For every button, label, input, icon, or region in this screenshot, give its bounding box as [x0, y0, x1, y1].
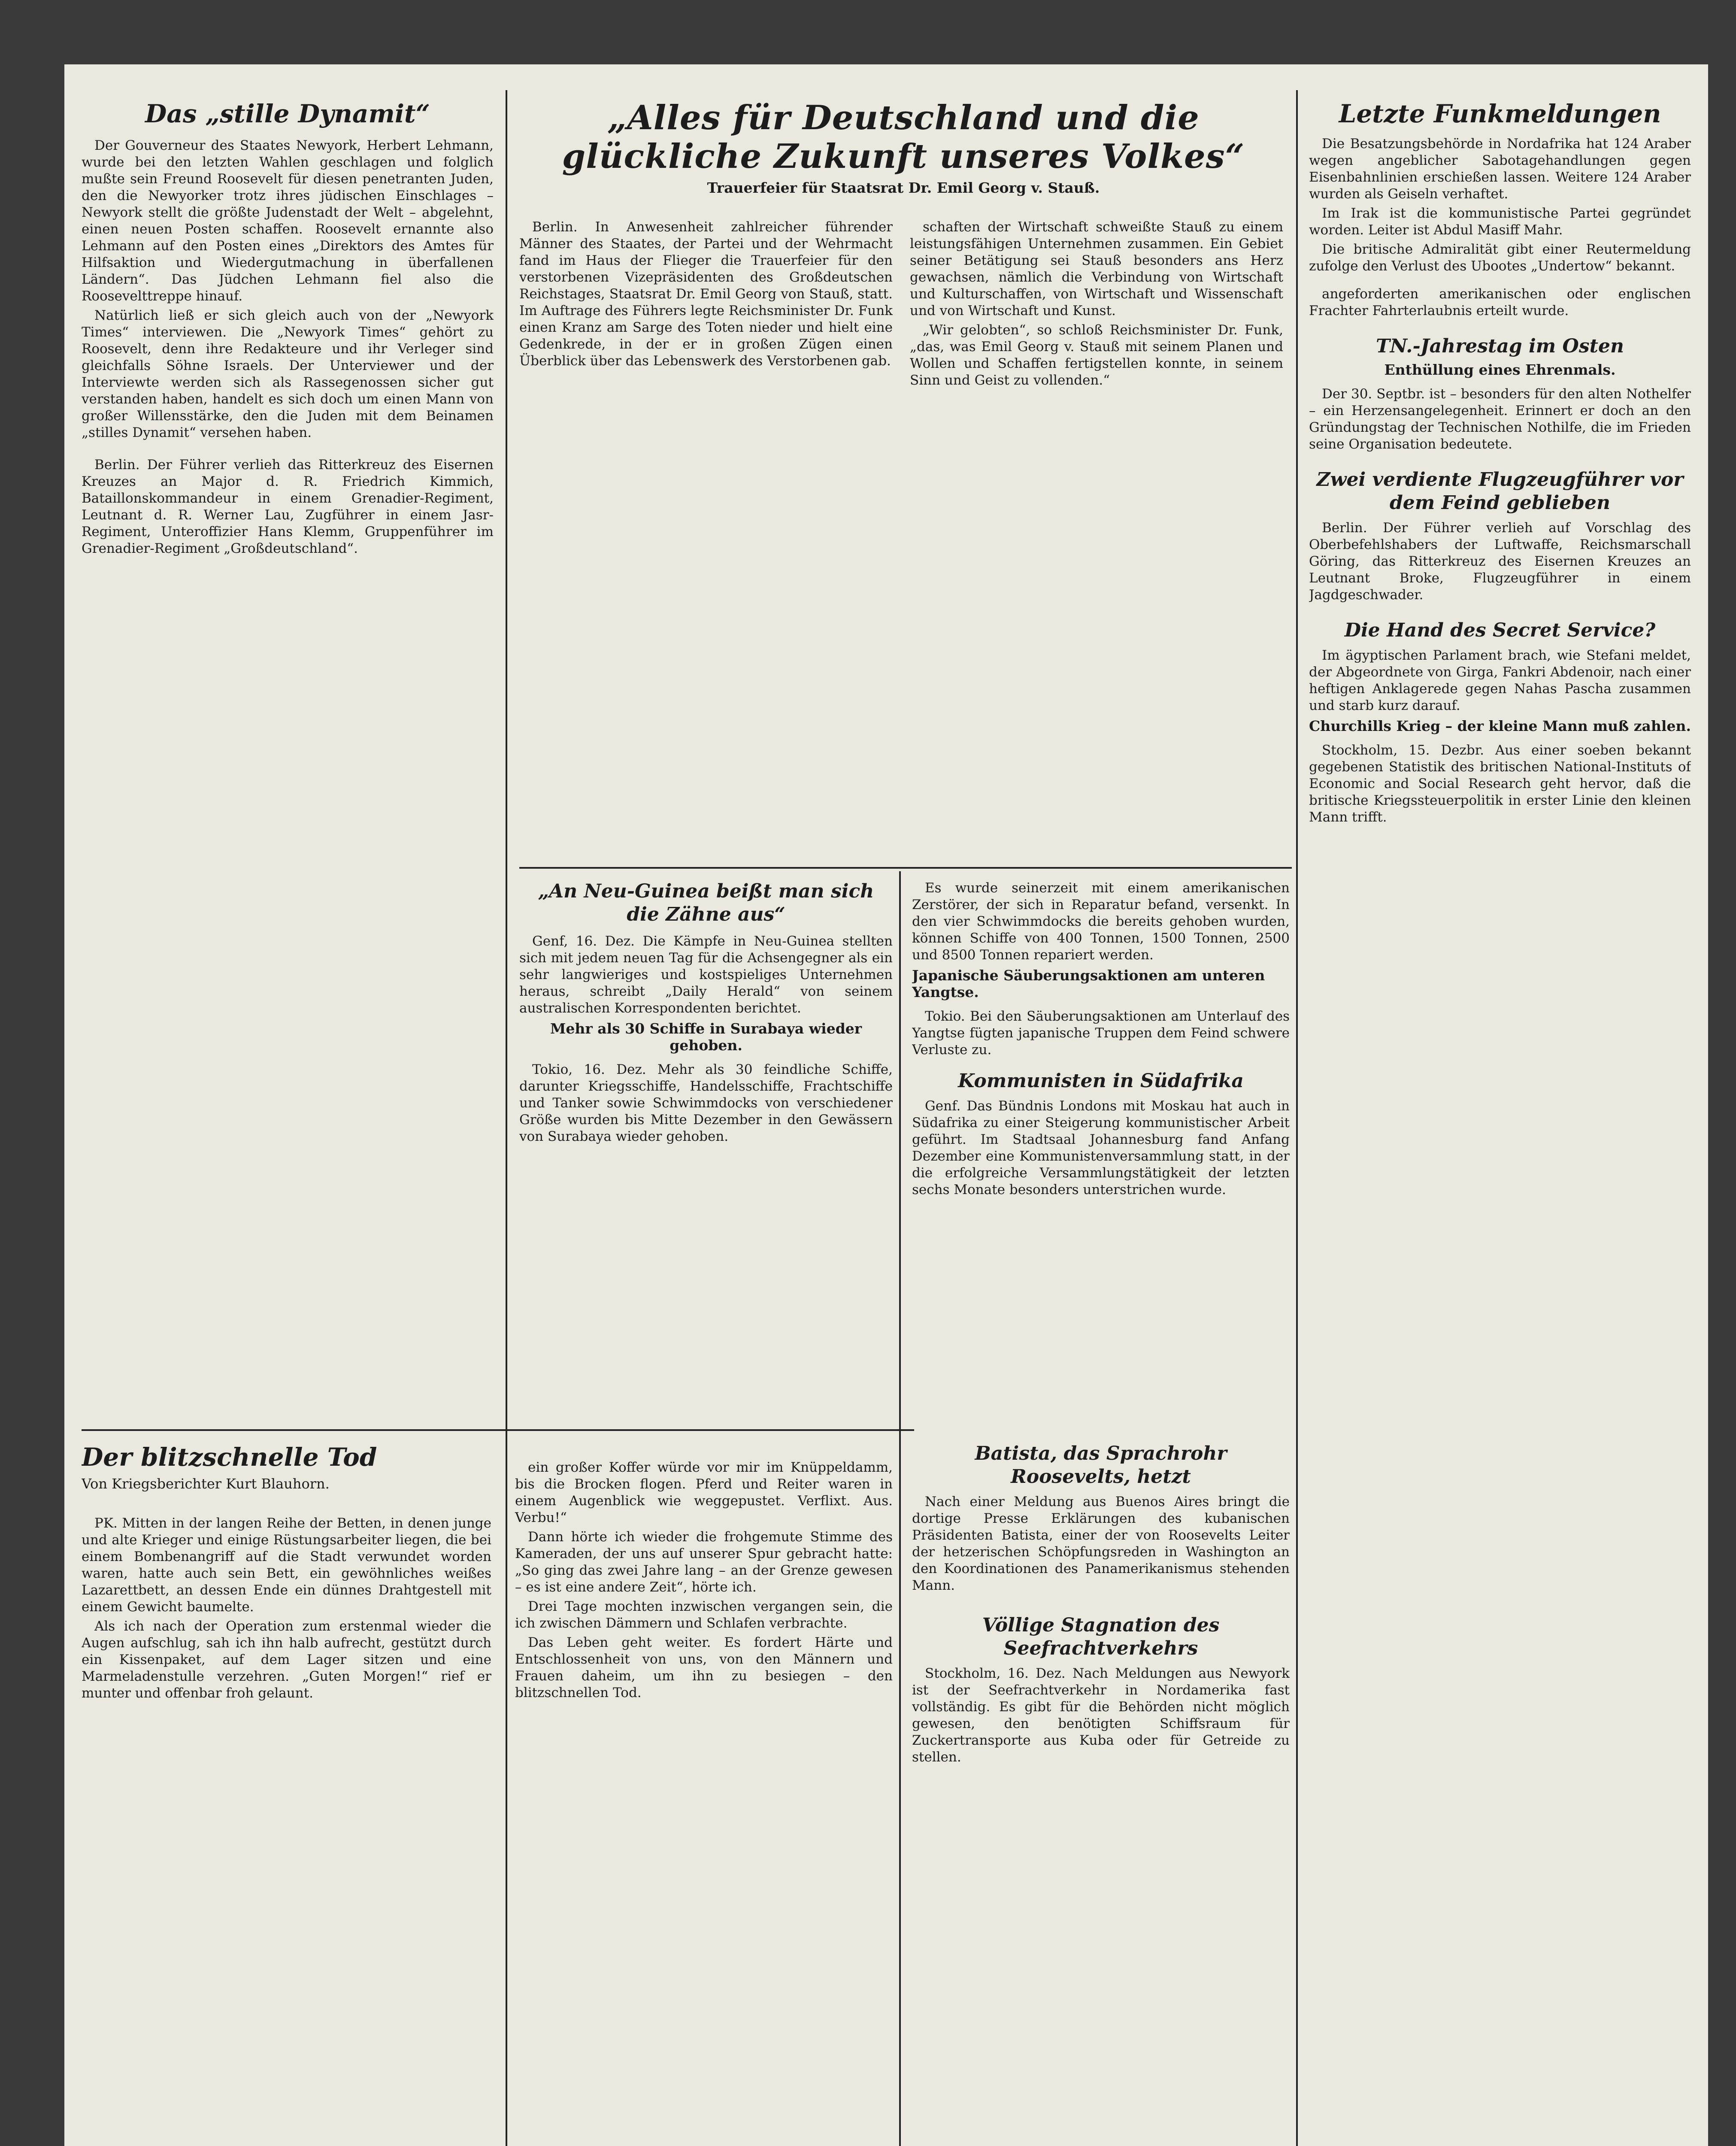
paragraph: ein großer Koffer würde vor mir im Knüppeldamm, bis die Brocken flogen. Pferd und Reiter waren in einem Augenblick wie weggepustet. Verflixt. Aus. Verbu!“ [515, 1460, 893, 1525]
paragraph: Im Irak ist die kommunistische Partei gegründet worden. Leiter ist Abdul Masiff Mahr. [1309, 206, 1691, 238]
subheadline: Mehr als 30 Schiffe in Surabaya wieder gehoben. [550, 1020, 862, 1054]
paragraph: Der Gouverneur des Staates Newyork, Herbert Lehmann, wurde bei den letzten Wahlen geschlagen und folglich mußte sein Freund Roosevelt für diesen penetranten Juden, den die Newyorker trotz ihres jüdischen Einschlages – Newyork stellt die größte Judenstadt der Welt – abgelehnt, einen neuen Posten schaffen. Roosevelt ernannte also Lehmann auf den Posten eines „Direktors des Amtes für Hilfsaktion und Wiedergutmachung in überfallenen Ländern“. Das Jüdchen Lehmann fiel also die Roosevelttreppe hinauf. [82, 138, 494, 304]
headline: Letzte Funkmeldungen [1339, 99, 1661, 128]
section-rule [519, 867, 1292, 869]
paragraph: Nach einer Meldung aus Buenos Aires bringt die dortige Presse Erklärungen des kubanischen Präsidenten Batista, einer der von Roosevelts Leiter der hetzerischen Schöpfungsreden in Washington an den Koordinationen des Panamerikanismus stehenden Mann. [912, 1494, 1290, 1593]
paragraph: Stockholm, 15. Dezbr. Aus einer soeben bekannt gegebenen Statistik des britischen National-Instituts of Economic and Social Research geht hervor, daß die britische Kriegssteuerpolitik in erster Linie den kleinen Mann trifft. [1309, 743, 1691, 825]
section-rule [82, 1429, 914, 1431]
paragraph: Der 30. Septbr. ist – besonders für den alten Nothelfer – ein Herzensangelegenheit. Erinnert er doch an den Gründungstag der Technischen Nothilfe, die im Frieden seine Organisation bedeutete. [1309, 386, 1691, 452]
column-letzte-funkmeldungen [1309, 99, 1691, 2146]
byline: Von Kriegsberichter Kurt Blauhorn. [82, 1476, 330, 1492]
headline: Batista, das Sprachrohr Roosevelts, hetzt [975, 1443, 1227, 1488]
paragraph: Tokio. Bei den Säuberungsaktionen am Unterlauf des Yangtse fügten japanische Truppen dem Feind schwere Verluste zu. [912, 1009, 1290, 1058]
paragraph: Berlin. Der Führer verlieh auf Vorschlag des Oberbefehlshabers der Luftwaffe, Reichsmarschall Göring, das Ritterkreuz des Eisernen Kreuzes an Leutnant Broke, Flugzeugführer in einem Jagdgeschwader. [1309, 520, 1691, 603]
paragraph: Natürlich ließ er sich gleich auch von der „Newyork Times“ interviewen. Die „Newyork Times“ gehört zu Roosevelt, denn ihre Redakteure und ihr Verleger sind gleichfalls Söhne Israels. Der Unterviewer und der Interviewte werden sich als Rassegenossen sicher gut verstanden haben, handelt es sich doch um einen Mann von großer Willensstärke, den die Juden mit dem Beinamen „stilles Dynamit“ versehen haben. [82, 308, 494, 440]
paragraph: schaften der Wirtschaft schweißte Stauß zu einem leistungsfähigen Unternehmen zusammen. Ein Gebiet seiner Betätigung sei Stauß besonders ans Herz gewachsen, nämlich die Verbindung von Wirtschaft und Kulturschaffen, von Wirtschaft und Wissenschaft und von Wirtschaft und Kunst. [910, 219, 1283, 318]
paragraph: angeforderten amerikanischen oder englischen Frachter Fahrterlaubnis erteilt wurde. [1309, 286, 1691, 318]
article-alles-fuer-deutschland [519, 99, 1288, 863]
subheadline: Trauerfeier für Staatsrat Dr. Emil Georg v. Stauß. [707, 179, 1100, 196]
subheadline: Enthüllung eines Ehrenmals. [1384, 361, 1616, 378]
headline: „An Neu-Guinea beißt man sich die Zähne aus“ [538, 880, 874, 925]
paragraph: Es wurde seinerzeit mit einem amerikanischen Zerstörer, der sich in Reparatur befand, versenkt. In den vier Schwimmdocks die bereits gehoben wurden, können Schiffe von 400 Tonnen, 1500 Tonnen, 2500 und 8500 Tonnen repariert werden. [912, 880, 1290, 963]
headline: Kommunisten in Südafrika [958, 1070, 1244, 1092]
subheadline: Japanische Säuberungsaktionen am unteren Yangtse. [912, 967, 1265, 1000]
paragraph: Im ägyptischen Parlament brach, wie Stefani meldet, der Abgeordnete von Girga, Fankri Abdenoir, nach einer heftigen Anklagerede gegen Nahas Pascha zusammen und starb kurz darauf. [1309, 648, 1691, 713]
headline: „Alles für Deutschland und die glückliche Zukunft unseres Volkes“ [562, 99, 1245, 176]
paragraph: „Wir gelobten“, so schloß Reichsminister Dr. Funk, „das, was Emil Georg v. Stauß mit seinem Planen und Wollen und Schaffen fertigstellen konnte, in seinem Sinn und Geist zu vollenden.“ [910, 322, 1283, 388]
paragraph: Als ich nach der Operation zum erstenmal wieder die Augen aufschlug, sah ich ihn halb aufrecht, gestützt durch ein Kissenpaket, auf dem Lager sitzen und eine Marmeladenstulle verzehren. „Guten Morgen!“ rief er munter und offenbar froh gelaunt. [82, 1619, 491, 1701]
paragraph: Genf, 16. Dez. Die Kämpfe in Neu-Guinea stellten sich mit jedem neuen Tag für die Achsengegner als ein sehr langwieriges und kostspieliges Unternehmen heraus, schreibt „Daily Herald“ von seinem australischen Korrespondenten berichtet. [519, 934, 893, 1016]
newspaper-page [64, 64, 1708, 2146]
paragraph: Berlin. Der Führer verlieh das Ritterkreuz des Eisernen Kreuzes an Major d. R. Friedrich Kimmich, Bataillonskommandeur in einem Grenadier-Regiment, Leutnant d. R. Werner Lau, Zugführer in einem Jasr-Regiment, Unteroffizier Hans Klemm, Gruppenführer im Grenadier-Regiment „Großdeutschland“. [82, 457, 494, 556]
headline: Das „stille Dynamit“ [145, 99, 430, 128]
headline: Die Hand des Secret Service? [1344, 619, 1656, 641]
headline: TN.-Jahrestag im Osten [1376, 335, 1624, 357]
paragraph: Dann hörte ich wieder die frohgemute Stimme des Kameraden, der uns auf unserer Spur gebracht hatte: „So ging das zwei Jahre lang – an der Grenze gewesen – es ist eine andere Zeit“, hörte ich. [515, 1529, 893, 1595]
paragraph: PK. Mitten in der langen Reihe der Betten, in denen junge und alte Krieger und einige Rüstungsarbeiter liegen, die bei einem Bombenangriff auf die Stadt verwundet worden waren, hatte auch sein Bett, ein gewöhnliches weißes Lazarettbett, an dessen Ende ein dünnes Drahtgestell mit einem Gewicht baumelte. [82, 1516, 491, 1615]
paragraph: Die Besatzungsbehörde in Nordafrika hat 124 Araber wegen angeblicher Sabotagehandlungen gegen Eisenbahnlinien erschießen lassen. Weitere 124 Araber wurden als Geiseln verhaftet. [1309, 136, 1691, 202]
article-batista [912, 1442, 1290, 2146]
headline: Der blitzschnelle Tod [82, 1443, 377, 1472]
headline: Zwei verdiente Flugzeugführer vor dem Feind geblieben [1316, 469, 1684, 514]
subheadline: Churchills Krieg – der kleine Mann muß zahlen. [1309, 718, 1691, 734]
paragraph: Das Leben geht weiter. Es fordert Härte und Entschlossenheit von uns, von den Männern und Frauen daheim, um ihn zu besiegen – den blitzschnellen Tod. [515, 1635, 893, 1700]
paragraph: Stockholm, 16. Dez. Nach Meldungen aus Newyork ist der Seefrachtverkehr in Nordamerika fast vollständig. Es gibt für die Behörden nicht möglich gewesen, den benötigten Schiffsraum für Zuckertransporte aus Kuba oder für Getreide zu stellen. [912, 1666, 1290, 1765]
article-kommunisten [912, 880, 1290, 1412]
paragraph: Die britische Admiralität gibt einer Reutermeldung zufolge den Verlust des Ubootes „Undertow“ bekannt. [1309, 242, 1691, 274]
article-neu-guinea [519, 880, 893, 1421]
column-rule [1296, 90, 1298, 2146]
article-blitzschnelle-tod [82, 1442, 897, 2146]
paragraph: Drei Tage mochten inzwischen vergangen sein, die ich zwischen Dämmern und Schlafen verbrachte. [515, 1599, 893, 1631]
column-rule [899, 871, 901, 2146]
paragraph: Genf. Das Bündnis Londons mit Moskau hat auch in Südafrika zu einer Steigerung kommunistischer Arbeit geführt. Im Stadtsaal Johannesburg fand Anfang Dezember eine Kommunistenversammlung statt, in der die erfolgreiche Versammlungstätigkeit der letzten sechs Monate besonders unterstrichen wurde. [912, 1098, 1290, 1197]
paragraph: Berlin. In Anwesenheit zahlreicher führender Männer des Staates, der Partei und der Wehrmacht fand im Haus der Flieger die Trauerfeier für den verstorbenen Vizepräsidenten des Großdeutschen Reichstages, Staatsrat Dr. Emil Georg von Stauß, statt. Im Auftrage des Führers legte Reichsminister Dr. Funk einen Kranz am Sarge des Toten nieder und hielt eine Gedenkrede, in der er in großen Zügen einen Überblick über das Lebenswerk des Verstorbenen gab. [519, 219, 893, 369]
paragraph: Tokio, 16. Dez. Mehr als 30 feindliche Schiffe, darunter Kriegsschiffe, Handelsschiffe, Frachtschiffe und Tanker sowie Schwimmdocks von verschiedener Größe wurden bis Mitte Dezember in den Gewässern von Surabaya wieder gehoben. [519, 1062, 893, 1144]
article-stilles-dynamit [82, 99, 494, 1421]
headline: Völlige Stagnation des Seefrachtverkehrs [982, 1614, 1220, 1659]
